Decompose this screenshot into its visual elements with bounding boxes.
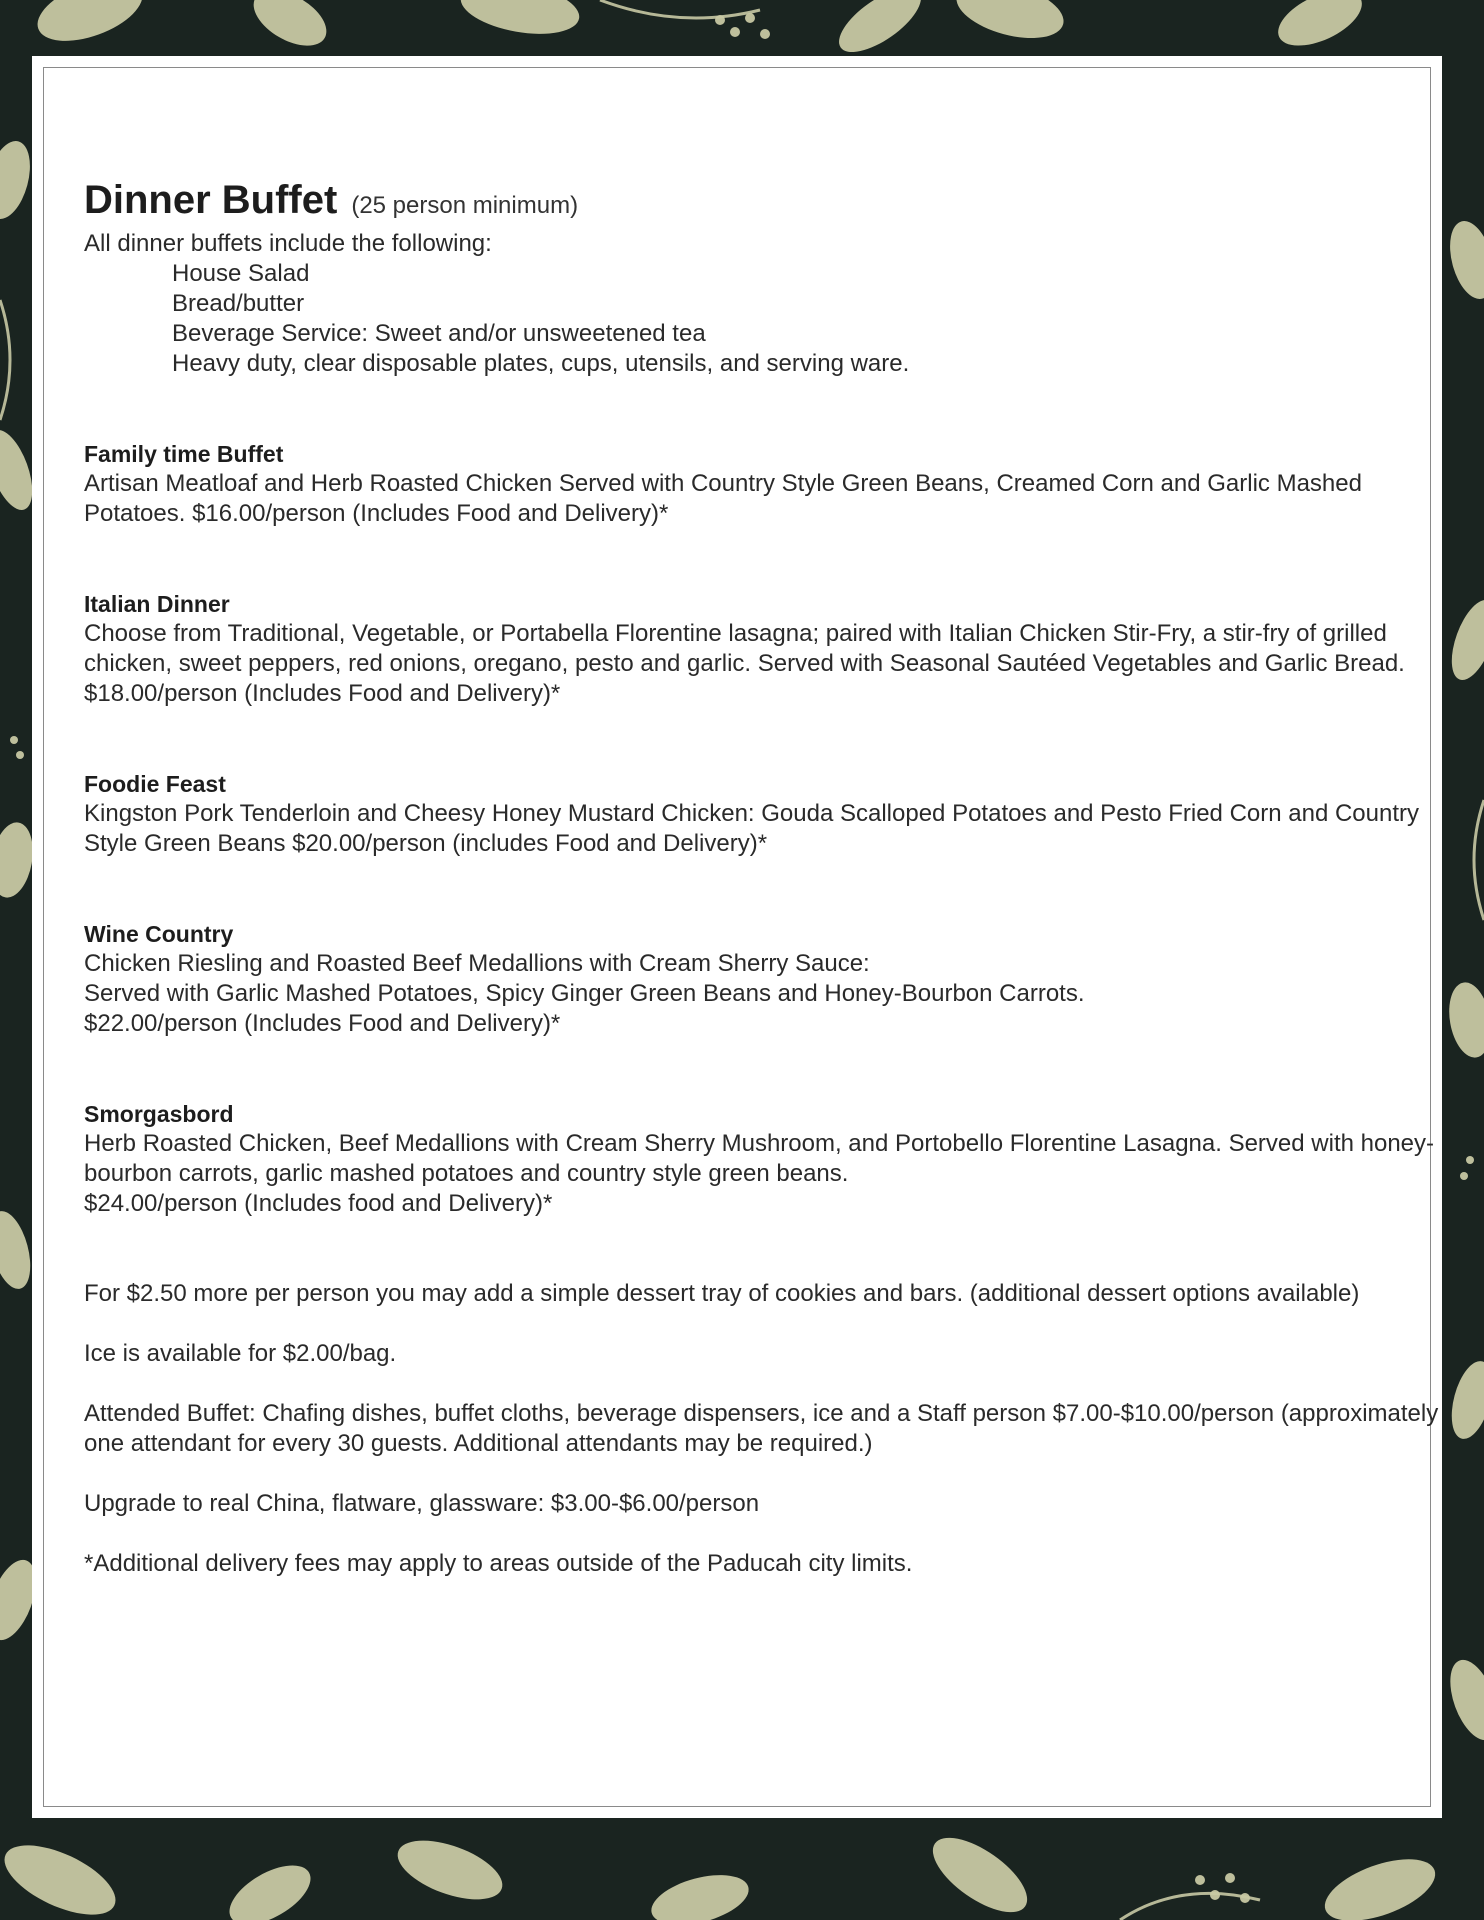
buffet-italian-dinner: [84, 589, 1464, 709]
buffet-title: Wine Country: [84, 921, 234, 947]
buffet-family-time: [84, 439, 1464, 529]
buffet-title: Family time Buffet: [84, 441, 284, 467]
menu-page: [32, 56, 1442, 1818]
title-row: [84, 178, 1464, 223]
buffet-description: Artisan Meatloaf and Herb Roasted Chicken Served with Country Style Green Beans, Creamed Corn and Garlic Mashed Potatoes. $16.00/person (Includes Food and Delivery)*: [84, 470, 1362, 527]
attended-buffet-note: Attended Buffet: Chafing dishes, buffet cloths, beverage dispensers, ice and a Staff person $7.00-$10.00/person (approximately one attendant for every 30 guests. Additional attendants may be required.): [84, 1400, 1439, 1457]
buffet-smorgasbord: [84, 1099, 1464, 1219]
upgrade-note: Upgrade to real China, flatware, glassware: $3.00-$6.00/person: [84, 1490, 760, 1517]
buffet-foodie-feast: [84, 769, 1464, 859]
buffet-description: Served with Garlic Mashed Potatoes, Spicy Ginger Green Beans and Honey-Bourbon Carrots.: [84, 980, 1085, 1007]
menu-content: [84, 178, 1464, 1609]
buffet-wine-country: [84, 919, 1464, 1039]
include-item: House Salad: [172, 260, 310, 287]
buffet-description: Kingston Pork Tenderloin and Cheesy Honey Mustard Chicken: Gouda Scalloped Potatoes and Pesto Fried Corn and Country Style Green Beans $20.00/person (includes Food and Delivery)*: [84, 800, 1419, 857]
buffet-description: Chicken Riesling and Roasted Beef Medallions with Cream Sherry Sauce:: [84, 950, 870, 977]
buffet-price: $24.00/person (Includes food and Delivery)*: [84, 1190, 553, 1217]
delivery-fee-note: *Additional delivery fees may apply to areas outside of the Paducah city limits.: [84, 1550, 913, 1577]
buffet-title: Foodie Feast: [84, 771, 226, 797]
intro-text: All dinner buffets include the following:: [84, 230, 492, 257]
buffet-description: Choose from Traditional, Vegetable, or Portabella Florentine lasagna; paired with Italian Chicken Stir-Fry, a stir-fry of grilled chicken, sweet peppers, red onions, oregano, pesto and garlic. Served with Seasonal Sautéed Vegetables and Garlic Bread. $18.00/person (Includes Food and Delivery)*: [84, 620, 1405, 707]
buffet-title: Smorgasbord: [84, 1101, 234, 1127]
page-title: Dinner Buffet: [84, 178, 338, 222]
ice-note: Ice is available for $2.00/bag.: [84, 1340, 397, 1367]
include-item: Bread/butter: [172, 290, 305, 317]
extras-section: [84, 1279, 1464, 1579]
buffet-title: Italian Dinner: [84, 591, 230, 617]
buffet-description: Herb Roasted Chicken, Beef Medallions with Cream Sherry Mushroom, and Portobello Florentine Lasagna. Served with honey-bourbon carrots, garlic mashed potatoes and country style green beans.: [84, 1130, 1435, 1187]
include-item: Beverage Service: Sweet and/or unsweetened tea: [172, 320, 706, 347]
minimum-note: (25 person minimum): [351, 192, 579, 219]
dessert-note: For $2.50 more per person you may add a simple dessert tray of cookies and bars. (additional dessert options available): [84, 1280, 1360, 1307]
include-item: Heavy duty, clear disposable plates, cups, utensils, and serving ware.: [172, 350, 910, 377]
buffet-price: $22.00/person (Includes Food and Delivery)*: [84, 1010, 561, 1037]
